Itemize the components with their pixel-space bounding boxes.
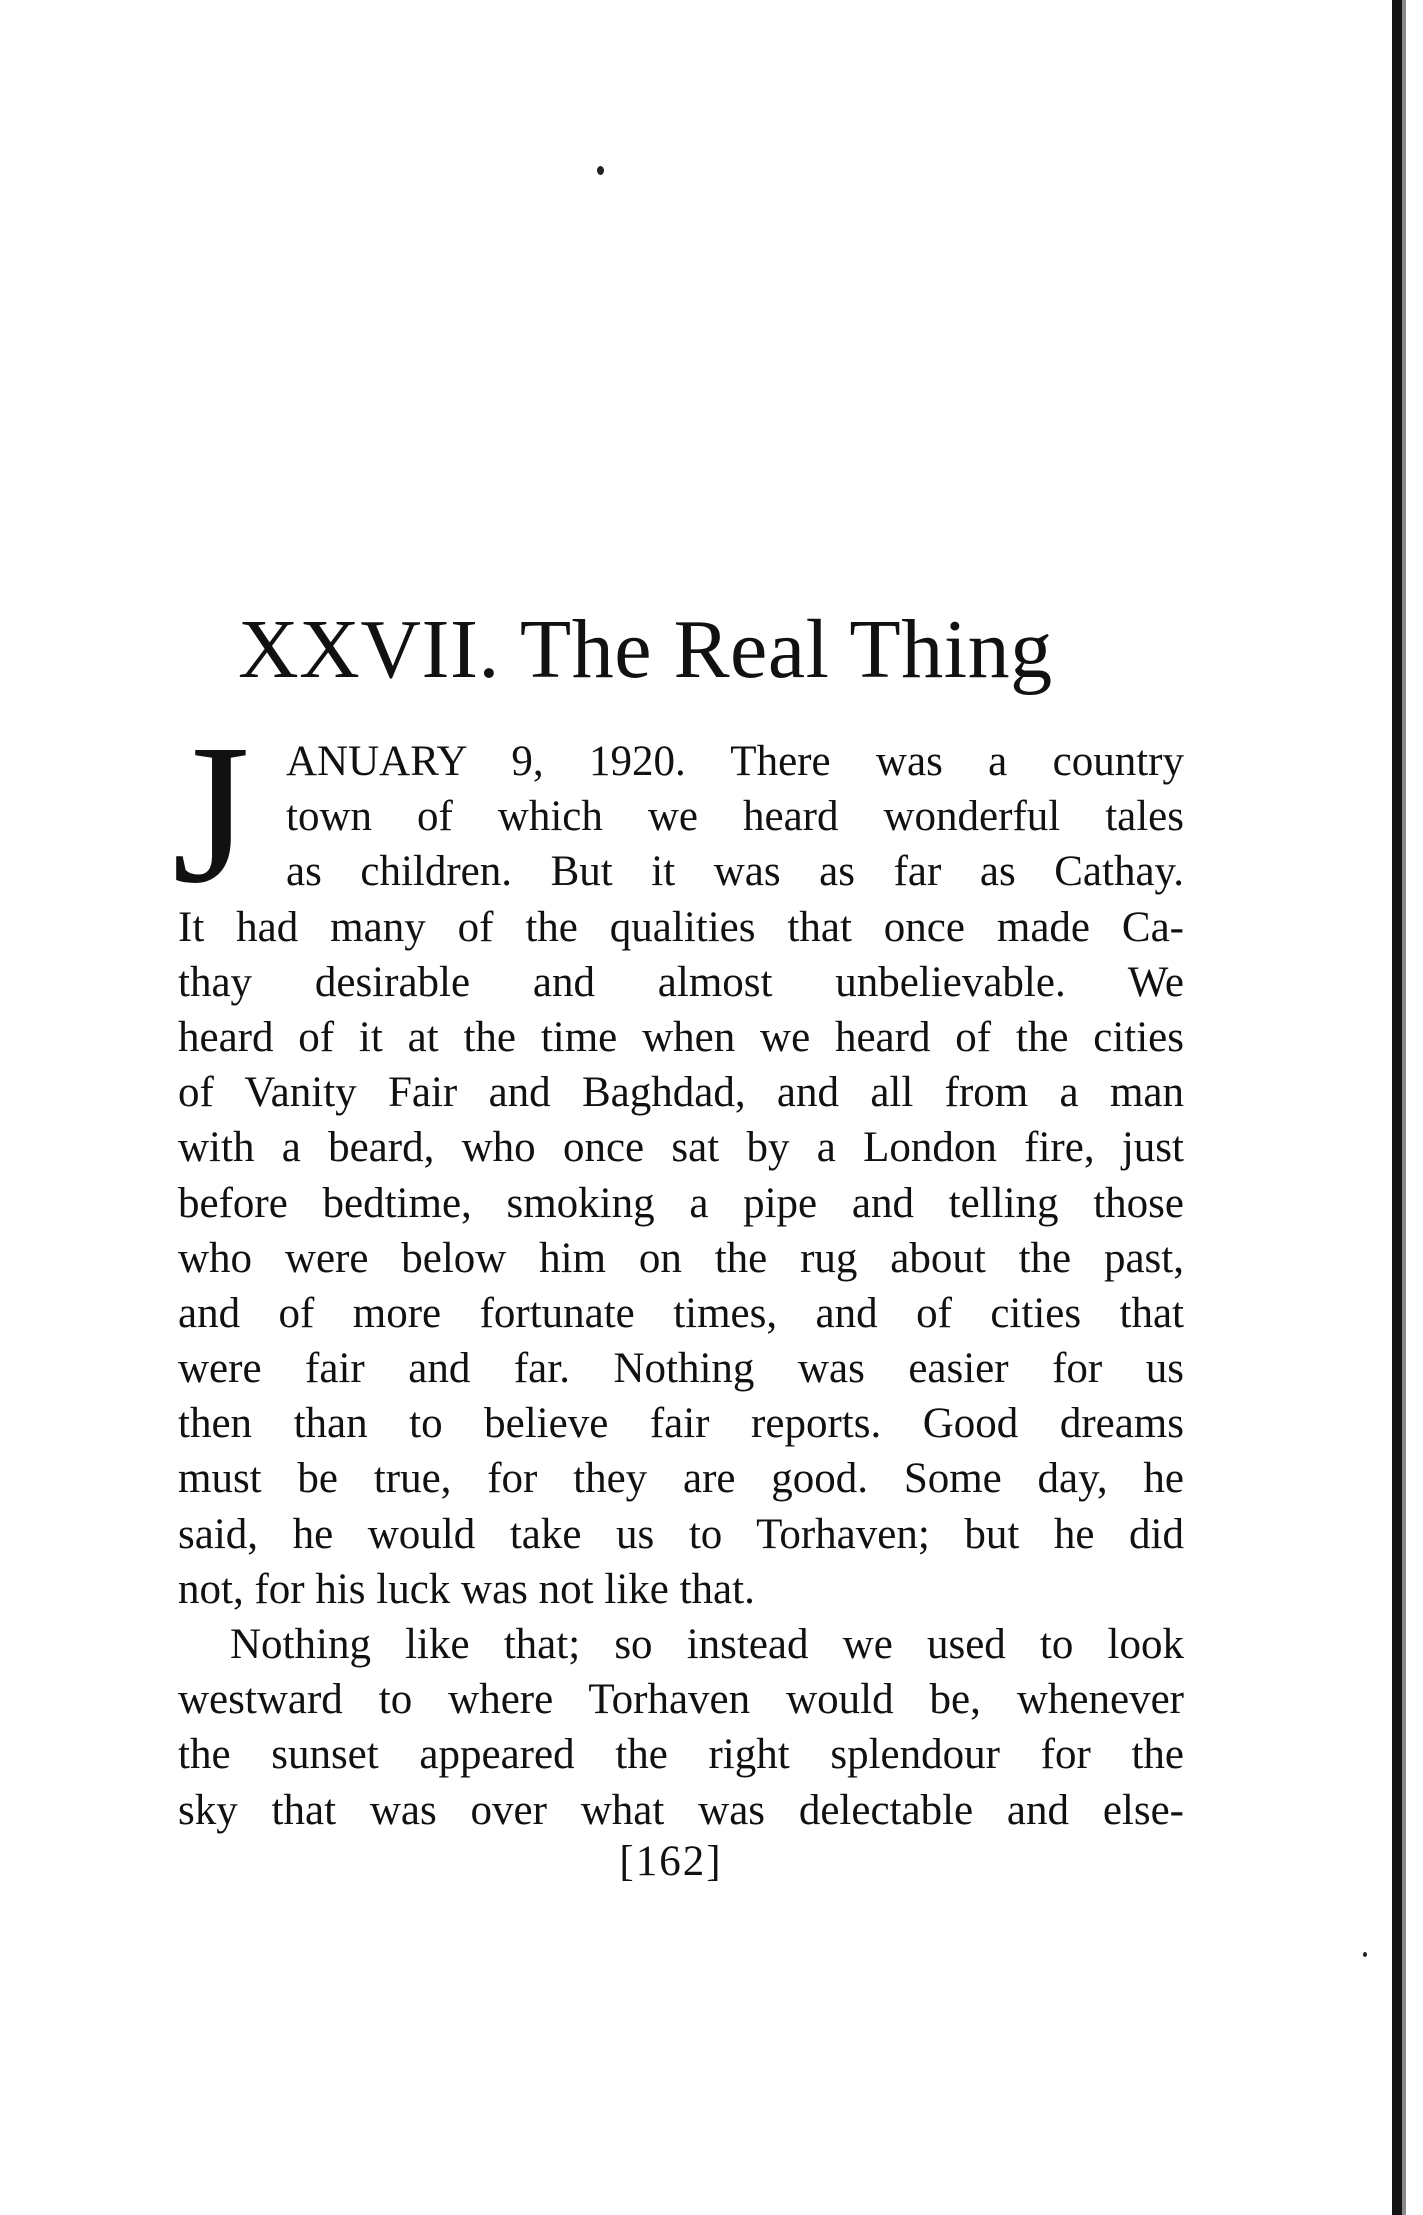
text-line: of Vanity Fair and Baghdad, and all from a man — [178, 1069, 1184, 1117]
text-line: Nothing like that; so instead we used to look — [230, 1621, 1184, 1668]
text-line: as children. But it was as far as Cathay. — [286, 848, 1184, 896]
text-line: heard of it at the time when we heard of the cities — [178, 1013, 1184, 1061]
text-line: before bedtime, smoking a pipe and telling those — [178, 1179, 1184, 1227]
chapter-title: XXVII. The Real Thing — [238, 603, 1053, 696]
text-line: town of which we heard wonderful tales — [286, 793, 1184, 841]
text-line: thay desirable and almost unbelievable. We — [178, 958, 1184, 1006]
page-edge-shadow — [1392, 0, 1402, 2215]
text-line: sky that was over what was delectable and else- — [178, 1786, 1184, 1834]
text-line: who were below him on the rug about the past, — [178, 1234, 1184, 1282]
text-line: the sunset appeared the right splendour for the — [178, 1731, 1184, 1779]
text-line: It had many of the qualities that once made Ca- — [178, 903, 1184, 951]
ink-speck — [1363, 1952, 1367, 1957]
text-line: must be true, for they are good. Some day, he — [178, 1455, 1184, 1503]
ink-speck — [597, 166, 604, 175]
text-line: not, for his luck was not like that. — [178, 1565, 755, 1613]
text-line: westward to where Torhaven would be, whenever — [178, 1676, 1184, 1724]
drop-cap: J — [172, 704, 250, 925]
page-number: [162] — [619, 1838, 723, 1885]
body-text — [178, 734, 1184, 1838]
page-edge-gradient — [1402, 0, 1406, 2215]
text-line: were fair and far. Nothing was easier for us — [178, 1345, 1184, 1393]
text-line: said, he would take us to Torhaven; but he did — [178, 1510, 1184, 1558]
text-line: with a beard, who once sat by a London fire, just — [178, 1124, 1184, 1172]
text-line: then than to believe fair reports. Good dreams — [178, 1400, 1184, 1448]
text-line: ANUARY 9, 1920. There was a country — [286, 738, 1184, 785]
text-line: and of more fortunate times, and of cities that — [178, 1289, 1184, 1337]
